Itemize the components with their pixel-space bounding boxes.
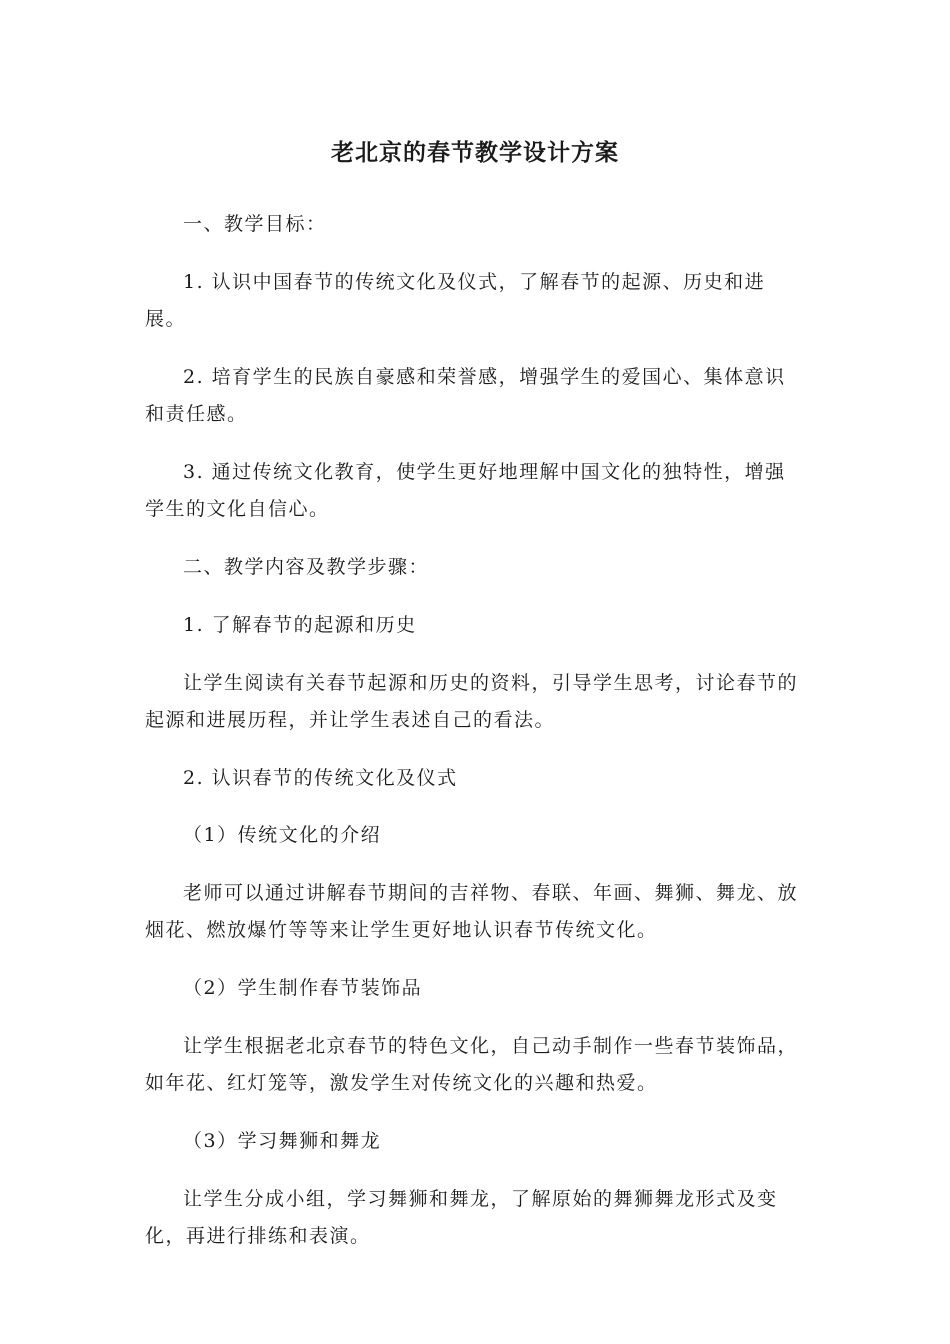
step-heading-2: 2. 认识春节的传统文化及仪式 <box>183 767 458 789</box>
step-heading-1: 1. 了解春节的起源和历史 <box>183 614 417 636</box>
sub-heading-3: （3）学习舞狮和舞龙 <box>183 1130 382 1152</box>
sub-paragraph-3: 让学生分成小组，学习舞狮和舞龙，了解原始的舞狮舞龙形式及变化，再进行排练和表演。 <box>145 1188 778 1247</box>
objective-item-1: 1. 认识中国春节的传统文化及仪式，了解春节的起源、历史和进展。 <box>145 271 766 330</box>
sub-heading-1: （1）传统文化的介绍 <box>183 824 382 846</box>
section-heading-content: 二、教学内容及教学步骤： <box>183 556 430 578</box>
document-body <box>145 206 805 1255</box>
objective-item-2: 2. 培育学生的民族自豪感和荣誉感，增强学生的爱国心、集体意识和责任感。 <box>145 366 786 425</box>
sub-paragraph-1: 老师可以通过讲解春节期间的吉祥物、春联、年画、舞狮、舞龙、放烟花、燃放爆竹等等来让学生更好地认识春节传统文化。 <box>145 882 799 941</box>
section-heading-objectives: 一、教学目标： <box>183 213 327 235</box>
objective-item-3: 3. 通过传统文化教育，使学生更好地理解中国文化的独特性，增强学生的文化自信心。 <box>145 461 786 520</box>
sub-heading-2: （2）学生制作春节装饰品 <box>183 977 423 999</box>
sub-paragraph-2: 让学生根据老北京春节的特色文化，自己动手制作一些春节装饰品，如年花、红灯笼等，激发学生对传统文化的兴趣和热爱。 <box>145 1035 799 1094</box>
step-paragraph-1: 让学生阅读有关春节起源和历史的资料，引导学生思考，讨论春节的起源和进展历程，并让学生表述自己的看法。 <box>145 672 799 731</box>
document-title: 老北京的春节教学设计方案 <box>331 140 619 166</box>
